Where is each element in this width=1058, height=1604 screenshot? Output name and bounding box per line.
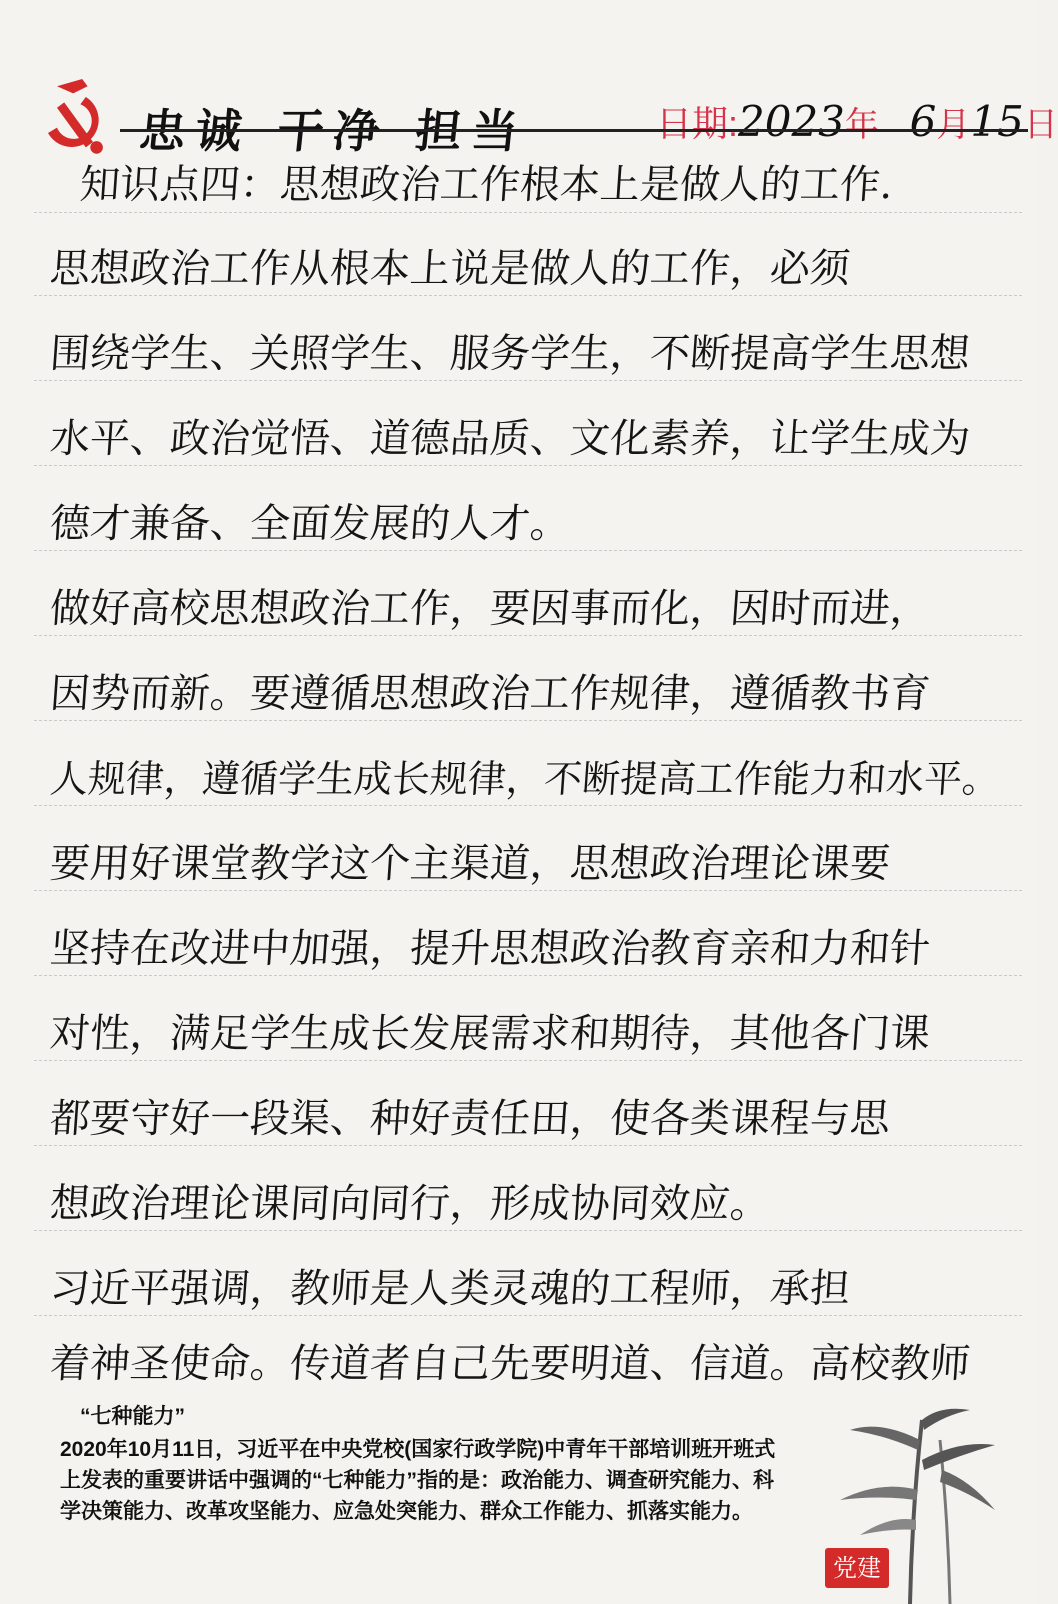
date-label: 日期: [656,103,739,144]
ruled-line [34,295,1022,296]
footer-title: “七种能力” [80,1405,185,1428]
date-month: 6 [909,97,937,146]
party-emblem-icon [30,70,120,160]
ruled-line [34,1315,1022,1316]
note-line: 着神圣使命。传道者自己先要明道、信道。高校教师 [48,1341,972,1387]
ruled-line [34,1145,1022,1146]
note-line: 知识点四：思想政治工作根本上是做人的工作. [78,162,895,208]
ruled-line [34,805,1022,806]
footer-body: 2020年10月11日，习近平在中央党校(国家行政学院)中青年干部培训班开班式上发表的重要讲话中强调的“七种能力”指的是：政治能力、调查研究能力、科学决策能力、改革攻坚能力、应急处突能力、群众工作能力、抓落实能力。 [60,1438,776,1523]
month-unit: 月 [936,105,971,145]
note-line: 围绕学生、关照学生、服务学生，不断提高学生思想 [48,331,972,377]
ruled-line [34,465,1022,466]
note-line: 思想政治工作从根本上说是做人的工作，必须 [48,246,852,292]
note-line: 坚持在改进中加强，提升思想政治教育亲和力和针 [48,926,932,972]
ruled-line [34,380,1022,381]
note-line: 要用好课堂教学这个主渠道，思想政治理论课要 [48,841,892,887]
stamp-badge: 党建 [825,1548,889,1588]
year-unit: 年 [844,105,879,145]
footer-note [0,1400,1036,1604]
header-date [656,96,1058,147]
header-slogan: 忠诚 干净 担当 [136,104,531,158]
note-line: 想政治理论课同向同行，形成协同效应。 [48,1181,772,1227]
ruled-line [34,1060,1022,1061]
note-line: 都要守好一段渠、种好责任田，使各类课程与思 [48,1096,892,1142]
page-header [0,40,1058,158]
note-line: 因势而新。要遵循思想政治工作规律，遵循教书育 [48,671,932,717]
ruled-line [34,635,1022,636]
day-unit: 日 [1023,105,1058,145]
ruled-line [34,1230,1022,1231]
note-line: 水平、政治觉悟、道德品质、文化素养，让学生成为 [48,416,972,462]
ruled-line [34,212,1022,213]
date-year: 2023 [738,97,845,146]
ruled-line [34,975,1022,976]
note-line: 对性，满足学生成长发展需求和期待，其他各门课 [48,1011,932,1057]
note-line: 做好高校思想政治工作，要因事而化，因时而进， [48,586,932,632]
ruled-line [34,720,1022,721]
note-line: 人规律，遵循学生成长规律，不断提高工作能力和水平。 [48,757,1002,801]
date-day: 15 [970,97,1024,146]
ruled-line [34,890,1022,891]
header-rule [120,129,1028,132]
note-line: 习近平强调，教师是人类灵魂的工程师，承担 [48,1266,852,1312]
ruled-line [34,550,1022,551]
note-line: 德才兼备、全面发展的人才。 [48,501,572,547]
